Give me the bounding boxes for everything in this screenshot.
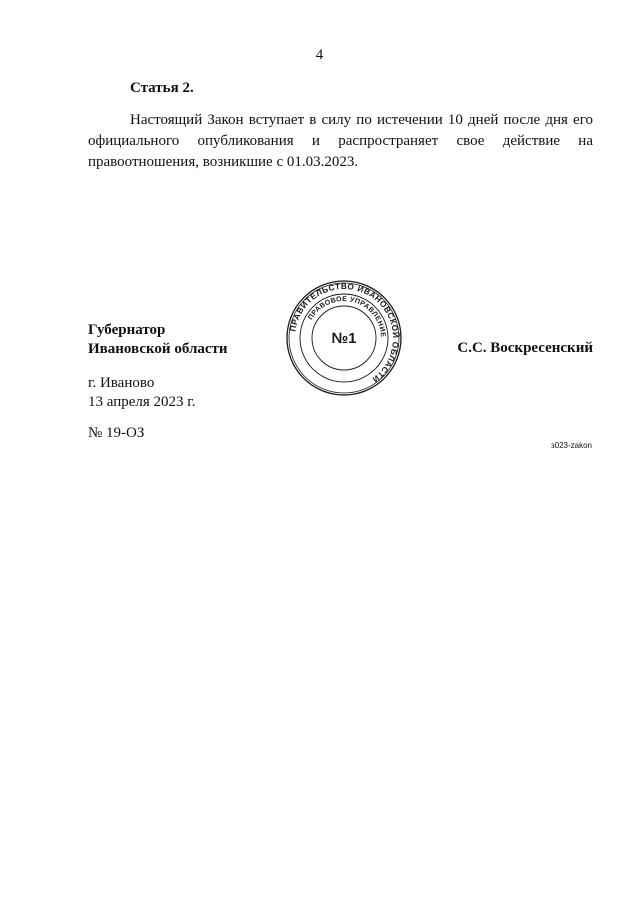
official-seal — [285, 279, 403, 397]
place: г. Иваново — [88, 375, 155, 391]
signer-position — [88, 321, 228, 359]
signer-name: С.С. Воскресенский — [457, 340, 593, 356]
seal-outer-text: ПРАВИТЕЛЬСТВО ИВАНОВСКОЙ ОБЛАСТИ — [288, 281, 401, 385]
page-number: 4 — [315, 47, 324, 63]
seal-center-text: №1 — [331, 330, 357, 347]
article-title: Статья 2. — [130, 80, 194, 96]
article-body: Настоящий Закон вступает в силу по истечении 10 дней после дня его официального опубликования и распространяет свое действие на правоотношения, возникшие с 01.03.2023. — [88, 112, 593, 170]
signer-position-line2: Ивановской области — [88, 341, 228, 357]
seal-inner-text: ПРАВОВОЕ УПРАВЛЕНИЕ — [307, 295, 387, 338]
file-code: з023-zakon — [550, 441, 592, 450]
date: 13 апреля 2023 г. — [88, 394, 196, 410]
signer-position-line1: Губернатор — [88, 322, 166, 338]
place-date-block — [88, 374, 196, 412]
law-number: № 19-ОЗ — [88, 425, 145, 441]
